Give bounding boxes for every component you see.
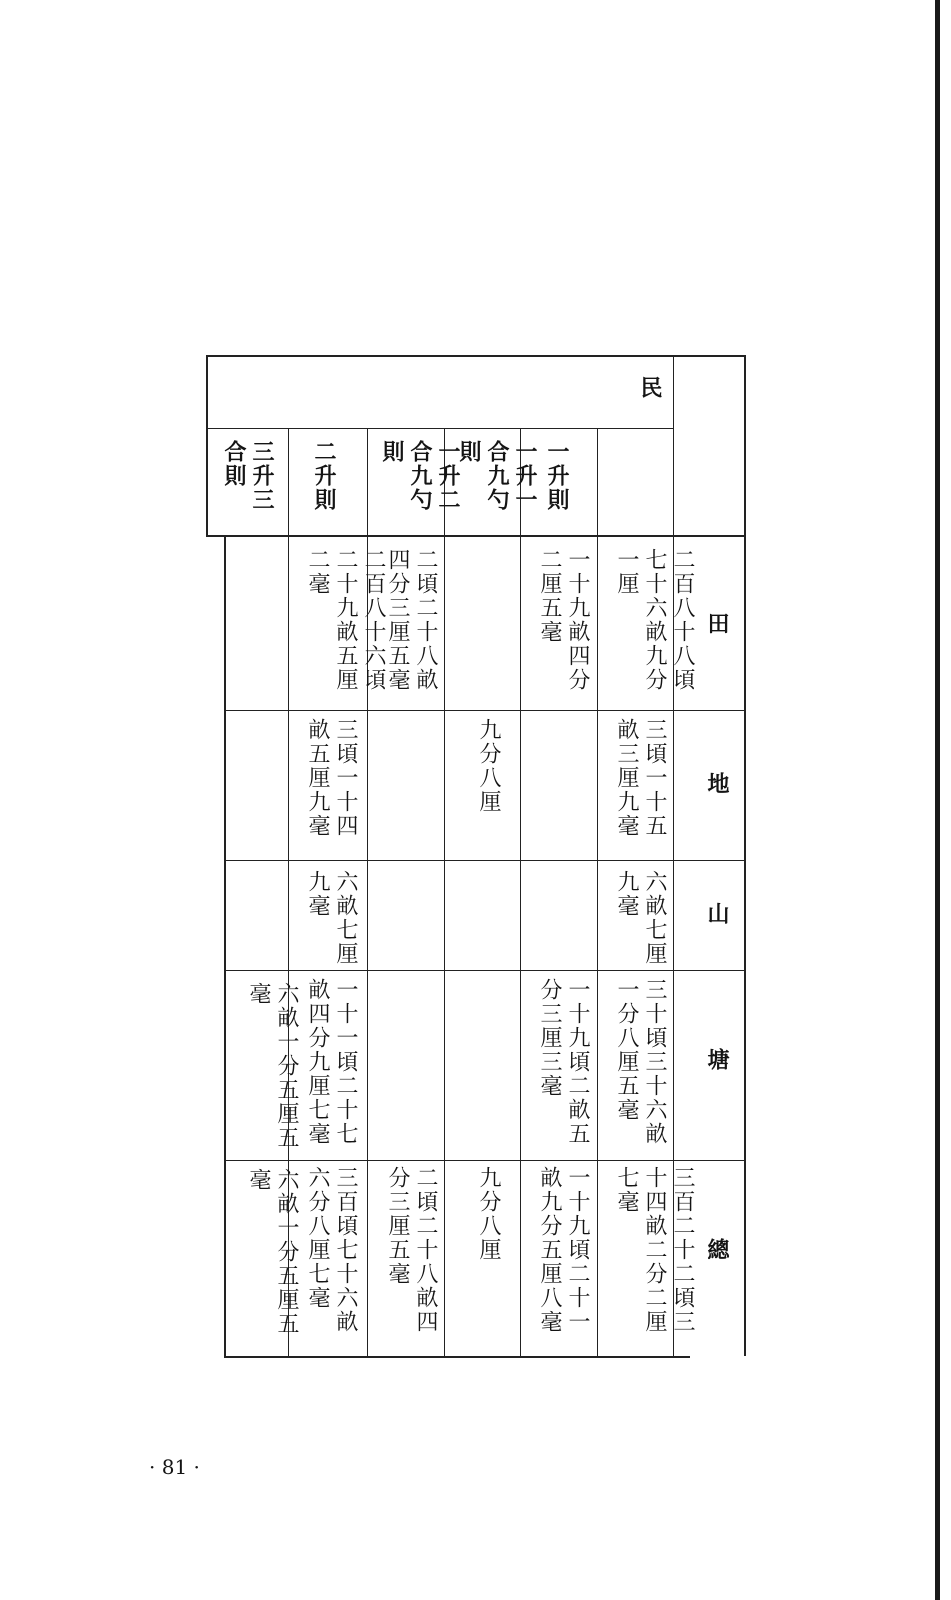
cell-r2-zong: 九分八厘	[476, 1166, 501, 1262]
col-header-tian: 田	[704, 612, 730, 636]
page-number: · 81 ·	[149, 1455, 200, 1479]
col-header-zong: 總	[704, 1238, 730, 1262]
cell-r0-zong: 三百二十二頃三十四畝二分二厘七毫	[614, 1166, 695, 1334]
sep-1	[597, 428, 598, 1356]
border-top	[206, 355, 746, 357]
group-header: 民	[637, 376, 663, 400]
row-header-4: 二升則	[311, 440, 337, 512]
sep-2	[520, 428, 521, 1356]
group-header-divider	[206, 428, 674, 429]
row-sep-3	[224, 970, 746, 971]
cell-r5-tang: 六畝一分五厘五毫	[246, 982, 299, 1150]
border-left-top	[206, 355, 208, 535]
cell-r1-tang: 一十九頃二畝五分三厘三毫	[537, 978, 590, 1146]
row-header-3: 一升二合九勺則	[379, 440, 461, 512]
cell-r1-tian: 一十九畝四分二厘五毫	[537, 548, 590, 692]
cell-r2-di: 九分八厘	[476, 718, 501, 814]
row-sep-1	[224, 710, 746, 711]
cell-r5-zong: 六畝一分五厘五毫	[246, 1168, 299, 1336]
cell-r4-tian: 二百八十六頃二十九畝五厘二毫	[305, 548, 386, 692]
col-header-shan: 山	[704, 902, 730, 926]
col-header-di: 地	[704, 772, 730, 796]
cell-r0-tang: 三十頃三十六畝一分八厘五毫	[614, 978, 667, 1146]
col-header-tang: 塘	[704, 1048, 730, 1072]
border-left	[224, 535, 226, 1358]
cell-r3-zong: 二頃二十八畝四分三厘五毫	[385, 1166, 438, 1334]
cell-r3-tian: 二頃二十八畝四分三厘五毫	[385, 548, 438, 692]
cell-r4-zong: 三百頃七十六畝六分八厘七毫	[305, 1166, 358, 1334]
border-right	[744, 355, 746, 1356]
row-header-1: 一升則	[544, 440, 570, 512]
cell-r4-di: 三頃一十四畝五厘九毫	[305, 718, 358, 838]
cell-r4-shan: 六畝七厘九毫	[305, 870, 358, 966]
cell-r0-di: 三頃一十五畝三厘九毫	[614, 718, 667, 838]
cell-r1-zong: 一十九頃二十一畝九分五厘八毫	[537, 1166, 590, 1334]
row-sep-2	[224, 860, 746, 861]
header-bottom	[206, 535, 746, 537]
sep-3	[444, 428, 445, 1356]
row-header-2: 一升一合九勺則	[456, 440, 538, 512]
border-bottom	[224, 1356, 690, 1358]
row-header-5: 三升三合則	[221, 440, 275, 512]
cell-r0-shan: 六畝七厘九毫	[614, 870, 667, 966]
cell-r4-tang: 一十一頃二十七畝四分九厘七毫	[305, 978, 358, 1146]
cell-r0-tian: 二百八十八頃七十六畝九分一厘	[614, 548, 695, 692]
row-sep-4	[224, 1160, 746, 1161]
